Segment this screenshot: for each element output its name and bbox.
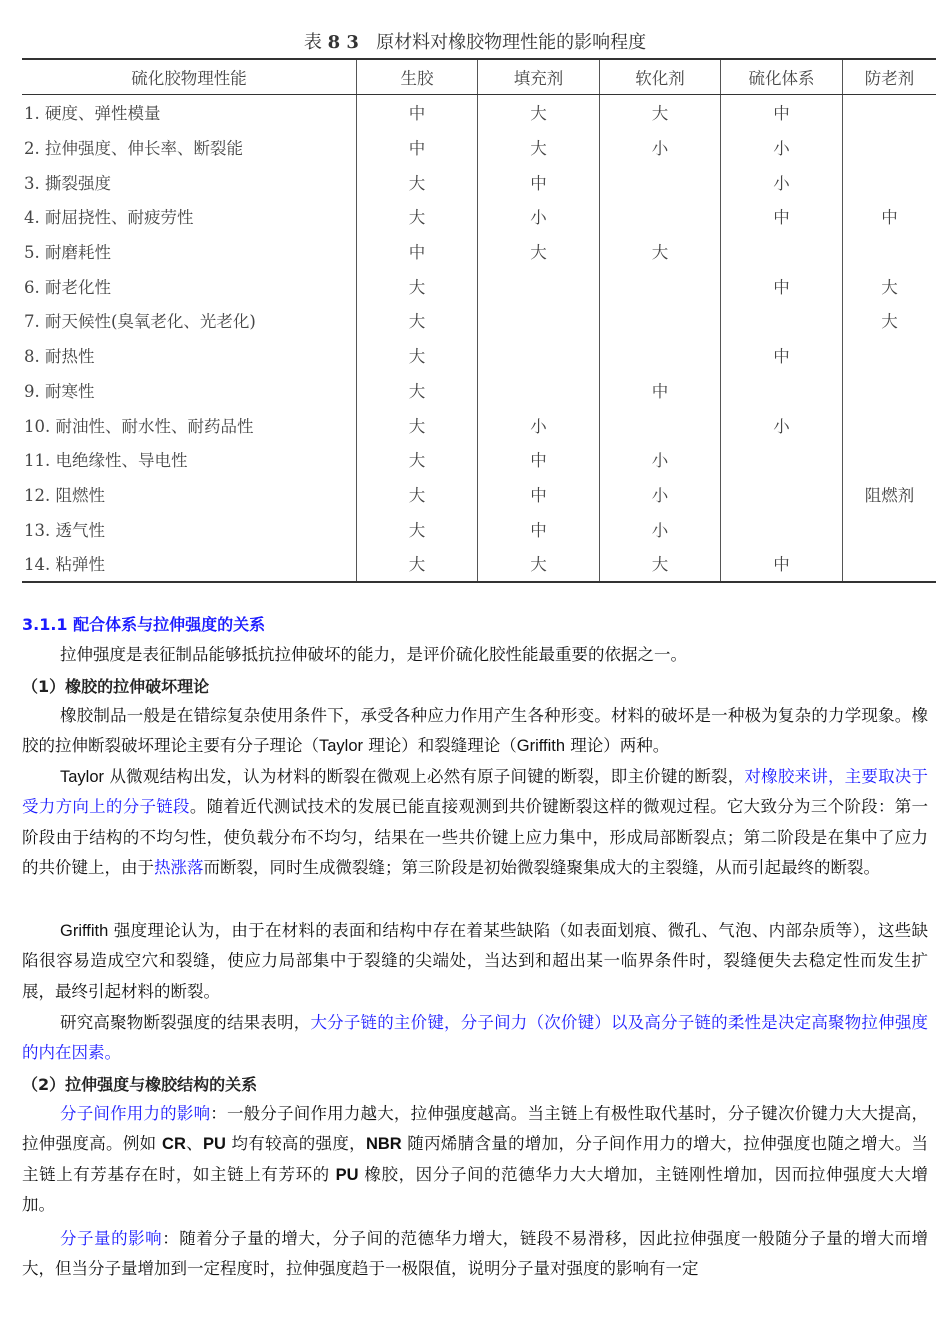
table-row: [22, 511, 936, 546]
rating-cell: [600, 338, 721, 373]
text-span: 研究高聚物断裂强度的结果表明，: [60, 1013, 311, 1032]
subheading-theory: （1）橡胶的拉伸破坏理论: [22, 677, 210, 696]
property-cell: 8. 耐热性: [24, 347, 95, 367]
paragraph-molecular-weight: [22, 1224, 928, 1285]
rating-cell: 大: [357, 199, 478, 234]
rating-cell: 大: [357, 268, 478, 303]
property-cell: 13. 透气性: [24, 520, 105, 540]
property-cell: 4. 耐屈挠性、耐疲劳性: [24, 208, 194, 228]
text-span: 、: [185, 1134, 203, 1154]
table-row: [22, 546, 936, 582]
table-row: [22, 199, 936, 234]
rating-cell: 大: [357, 164, 478, 199]
rating-cell: 大: [843, 268, 937, 303]
rating-cell: 大: [478, 130, 600, 165]
text-span: PU: [203, 1135, 226, 1154]
rating-cell: 大: [357, 407, 478, 442]
rating-cell: 小: [600, 511, 721, 546]
rating-cell: [478, 303, 600, 338]
rating-cell: 大: [843, 303, 937, 338]
rating-cell: 大: [357, 511, 478, 546]
rating-cell: 大: [600, 546, 721, 582]
highlight-text: 热涨落: [154, 858, 204, 878]
header-cell: 硫化体系: [721, 59, 843, 95]
rating-cell: 中: [478, 164, 600, 199]
rating-cell: 小: [600, 130, 721, 165]
rating-cell: [843, 164, 937, 199]
table-row: [22, 164, 936, 199]
rating-cell: [843, 373, 937, 408]
rating-cell: 大: [357, 303, 478, 338]
rating-cell: 中: [721, 338, 843, 373]
rating-cell: [843, 407, 937, 442]
rating-cell: [721, 373, 843, 408]
rating-cell: [478, 338, 600, 373]
header-cell: 填充剂: [478, 59, 600, 95]
rating-cell: 小: [600, 477, 721, 512]
text-span: 强度理论认为，由于在材料的表面和结构中存在着某些缺陷（如表面划痕、微孔、气泡、内部杂质等），这些缺陷很容易造成空穴和裂缝，使应力局部集中于裂缝的尖端处，当达到和超出某一临界条件时，裂缝便失去稳定性而发生扩展，最终引起材料的断裂。: [22, 921, 928, 1001]
section-title: 3.1.1 配合体系与拉伸强度的关系: [22, 615, 266, 634]
property-cell: 14. 粘弹性: [22, 546, 357, 582]
property-cell: 12. 阻燃性: [24, 485, 105, 505]
table-caption: [0, 28, 950, 54]
rating-cell: 大: [600, 95, 721, 130]
text-span: NBR: [365, 1135, 402, 1154]
table-row: [22, 303, 936, 338]
property-cell: 5. 耐磨耗性: [24, 243, 111, 263]
rating-cell: [721, 234, 843, 269]
text-span: 橡胶制品一般是在错综复杂使用条件下，承受各种应力作用产生各种形变。材料的破坏是一种极为复杂的力学现象。橡胶的拉伸断裂破坏理论主要有分子理论（: [22, 706, 928, 756]
rating-cell: [600, 199, 721, 234]
header-cell: 防老剂: [843, 59, 937, 95]
rating-cell: [843, 130, 937, 165]
property-cell: 3. 撕裂强度: [24, 173, 111, 193]
rating-cell: 大: [478, 546, 600, 582]
text-span: Taylor: [319, 737, 364, 756]
property-cell: 11. 电绝缘性、导电性: [24, 451, 188, 471]
rating-cell: [478, 373, 600, 408]
rating-cell: 中: [600, 373, 721, 408]
rating-cell: [843, 546, 937, 582]
header-cell: 软化剂: [600, 59, 721, 95]
rating-cell: 中: [843, 199, 937, 234]
property-cell: 1. 硬度、弹性模量: [24, 104, 161, 124]
rating-cell: 小: [721, 164, 843, 199]
intro-paragraph: 拉伸强度是表征制品能够抵抗拉伸破坏的能力，是评价硫化胶性能最重要的依据之一。: [60, 645, 687, 664]
rating-cell: [843, 234, 937, 269]
rating-cell: [600, 268, 721, 303]
property-cell: 7. 耐天候性(臭氧老化、光老化): [24, 312, 256, 332]
rating-cell: 小: [721, 407, 843, 442]
table-row: [22, 338, 936, 373]
rating-cell: 小: [721, 130, 843, 165]
table-row: [22, 407, 936, 442]
properties-table: [22, 58, 936, 583]
rating-cell: [843, 442, 937, 477]
table-row: [22, 268, 936, 303]
rating-cell: [843, 511, 937, 546]
rating-cell: 中: [478, 477, 600, 512]
rating-cell: [721, 511, 843, 546]
rating-cell: 大: [357, 477, 478, 512]
rating-cell: 中: [357, 234, 478, 269]
rating-cell: 小: [600, 442, 721, 477]
text-span: Griffith: [60, 922, 109, 940]
header-cell: 硫化胶物理性能: [22, 59, 357, 95]
text-span: Taylor: [60, 768, 105, 786]
rating-cell: 大: [478, 234, 600, 269]
text-span: 。随着近代测试技术的发展已能直接观测到共价键断裂这样的微观过程。它大致分为三个阶段：第一阶段由于结构的不均匀性，使负载分布不均匀，结果在一些共价键上应力集中，形成局部断裂点；第二阶段是在集中了应力的共价键上，由于: [22, 797, 929, 878]
rating-cell: 大: [357, 442, 478, 477]
property-cell: 2. 拉伸强度、伸长率、断裂能: [24, 139, 243, 159]
text-span: PU: [335, 1165, 359, 1184]
rating-cell: 大: [357, 546, 478, 582]
rating-cell: 中: [721, 268, 843, 303]
header-cell: 生胶: [357, 59, 478, 95]
rating-cell: 中: [721, 546, 843, 582]
property-cell: 6. 耐老化性: [24, 277, 111, 297]
rating-cell: 中: [357, 130, 478, 165]
table-row: [22, 130, 936, 165]
rating-cell: [600, 407, 721, 442]
caption-title: 原材料对橡胶物理性能的影响程度: [376, 32, 647, 53]
text-span: 均有较高的强度，: [225, 1134, 366, 1154]
rating-cell: 中: [478, 442, 600, 477]
rating-cell: 大: [357, 373, 478, 408]
text-span: 从微观结构出发，认为材料的断裂在微观上必然有原子间键的断裂，即主价键的断裂，: [104, 767, 745, 786]
rating-cell: 中: [357, 95, 478, 130]
text-span: 橡胶，因分子间的范德华力大大增加，主链刚性增加，因而拉伸强度大大增加。: [22, 1164, 928, 1215]
rating-cell: 大: [478, 95, 600, 130]
rating-cell: [843, 95, 937, 130]
rating-cell: 大: [600, 234, 721, 269]
text-span: 而断裂，同时生成微裂缝；第三阶段是初始微裂缝聚集成大的主裂缝，从而引起最终的断裂。: [203, 858, 880, 878]
paragraph-intermolecular: [22, 1099, 928, 1221]
caption-number: 8 3: [327, 32, 359, 53]
text-span: ：随着分子量的增大，分子间的范德华力增大，链段不易滑移，因此拉伸强度一般随分子量的增大而增大，但当分子量增加到一定程度时，拉伸强度趋于一极限值，说明分子量对强度的影响有一定: [22, 1229, 929, 1279]
subheading-structure: （2）拉伸强度与橡胶结构的关系: [22, 1075, 258, 1094]
paragraph-research: [22, 1008, 928, 1069]
paragraph-taylor: [22, 762, 928, 884]
paragraph-theories: [22, 701, 928, 762]
table-header-row: [22, 59, 936, 95]
paragraph-griffith: [22, 916, 928, 1007]
rating-cell: 中: [721, 95, 843, 130]
text-span: ：一般分子间作用力越大，拉伸强度越高。当主链上有极性取代基时，分子键次价键力大大提高，拉伸强度高。例如: [22, 1104, 929, 1154]
table-row: [22, 477, 936, 512]
table-row: [22, 95, 936, 130]
rating-cell: [721, 303, 843, 338]
rating-cell: [600, 164, 721, 199]
table-row: [22, 373, 936, 408]
text-span: Griffith: [516, 737, 566, 756]
text-span: 理论）和裂缝理论（: [363, 736, 517, 756]
highlight-text: 大分子链的主价键，分子间力（次价键）以及高分子链的柔性是决定高聚物拉伸强度的内在因素。: [22, 1013, 929, 1063]
highlight-text: 分子量的影响: [60, 1229, 163, 1248]
rating-cell: 中: [721, 199, 843, 234]
property-cell: 10. 耐油性、耐水性、耐药品性: [24, 416, 254, 436]
table-row: [22, 442, 936, 477]
table-body: [22, 95, 936, 582]
rating-cell: [721, 442, 843, 477]
rating-cell: [478, 268, 600, 303]
table-row: [22, 234, 936, 269]
rating-cell: 中: [478, 511, 600, 546]
rating-cell: [600, 303, 721, 338]
text-span: 理论）两种。: [565, 736, 670, 756]
highlight-text: 对橡胶来讲，主要取决于受力方向上的分子链段: [22, 767, 928, 817]
rating-cell: 小: [478, 199, 600, 234]
highlight-text: 分子间作用力的影响: [60, 1104, 211, 1123]
rating-cell: 小: [478, 407, 600, 442]
text-span: 随丙烯腈含量的增加，分子间作用力的增大，拉伸强度也随之增大。当主链上有芳基存在时，如主链上有芳环的: [22, 1134, 929, 1184]
rating-cell: 阻燃剂: [843, 477, 937, 512]
rating-cell: 大: [357, 338, 478, 373]
rating-cell: [721, 477, 843, 512]
property-cell: 9. 耐寒性: [24, 381, 95, 401]
text-span: CR: [162, 1135, 186, 1154]
caption-prefix: 表: [303, 32, 322, 53]
rating-cell: [843, 338, 937, 373]
